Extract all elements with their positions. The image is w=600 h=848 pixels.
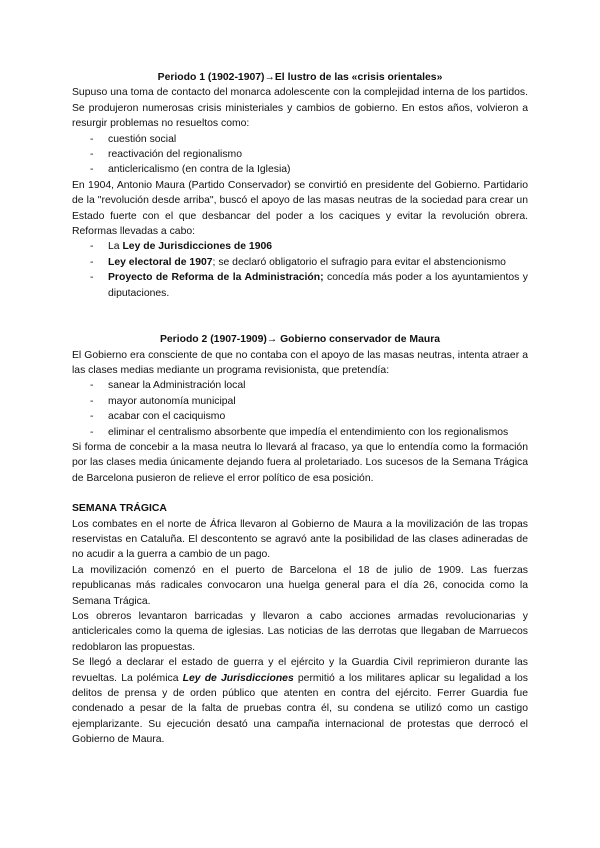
period2-intro: El Gobierno era consciente de que no contaba con el apoyo de las masas neutras, intenta atraer a las clases medias mediante un programa revisionista, que pretendía: (72, 349, 528, 376)
list-item-text: anticlericalismo (en contra de la Iglesia) (108, 164, 291, 176)
list-item-text: reactivación del regionalismo (108, 149, 242, 161)
period2-title: Periodo 2 (1907-1909)→ Gobierno conservador de Maura (159, 334, 441, 346)
bullet-dash: - (90, 256, 94, 268)
reform2-text: ; se declaró obligatorio el sufragio para evitar el abstencionismo (212, 256, 506, 268)
section-spacer (72, 301, 528, 332)
list-item-text: acabar con el caciquismo (108, 411, 226, 423)
semana-tragica-title: SEMANA TRÁGICA (72, 503, 167, 515)
period2-conclusion: Si forma de concebir a la masa neutra lo llevará al fracaso, ya que lo entendía como la formación por las clases media únicamente dejando fuera al proletariado. Los sucesos de la Semana Trágica de Barcelona pusieron de relieve el error político de esa posición. (72, 441, 528, 484)
reform1-name: Ley de Jurisdicciones de 1906 (122, 241, 273, 253)
document-page (72, 70, 528, 748)
list-item (72, 378, 528, 393)
reform3-name: Proyecto de Reforma de la Administración; (108, 272, 324, 284)
bullet-dash: - (90, 380, 94, 392)
reform3-text: concedía más poder a los ayuntamientos y diputaciones. (108, 272, 528, 299)
bullet-dash: - (90, 149, 94, 161)
ley-jurisdicciones-term: Ley de Jurisdicciones (182, 672, 294, 684)
bullet-dash: - (90, 395, 94, 407)
bullet-dash: - (90, 411, 94, 423)
semana-paragraph-2: La movilización comenzó en el puerto de Barcelona el 18 de julio de 1909. Las fuerzas republicanas más radicales convocaron una huelga general para el día 26, conocida como la Semana Trágica. (72, 564, 528, 607)
reform1-prefix: La (108, 241, 123, 253)
period1-intro: Supuso una toma de contacto del monarca adolescente con la complejidad interna de los partidos. Se produjeron numerosas crisis ministeriales y cambios de gobierno. En estos años, volvieron a resurgir problemas no resueltos como: (72, 87, 528, 130)
list-item-text: eliminar el centralismo absorbente que impedía el entendimiento con los regionalismos (108, 426, 509, 438)
list-item (72, 255, 528, 270)
list-item (72, 270, 528, 301)
reforms-list (72, 239, 528, 301)
period2-aims-list (72, 378, 528, 440)
semana-paragraph-1: Los combates en el norte de África llevaron al Gobierno de Maura a la movilización de las tropas reservistas en Cataluña. El descontento se agravó ante la posibilidad de las clases adineradas de no acudir a la guerra a cambio de un pago. (72, 518, 528, 561)
list-item-text: sanear la Administración local (108, 380, 246, 392)
bullet-dash: - (90, 272, 94, 284)
list-item (72, 162, 528, 177)
bullet-dash: - (90, 241, 94, 253)
list-item (72, 409, 528, 424)
bullet-dash: - (90, 426, 94, 438)
list-item (72, 132, 528, 147)
p4-prefix: Se llegó a declarar el estado de guerra y el ejército y la Guardia Civil reprimieron durante las revueltas. La polémica (72, 657, 528, 684)
list-item (72, 425, 528, 440)
list-item (72, 147, 528, 162)
bullet-dash: - (90, 133, 94, 145)
p4-rest: permitió a los militares aplicar su legalidad a los delitos de prensa y de orden público que atenten en contra del ejército. Ferrer Guardia fue condenado a pesar de la falta de pruebas contra él, su condena se utilizó como un castigo ejemplarizante. Su ejecución desató una campaña internacional de protestas que derrocó el Gobierno de Maura. (72, 672, 528, 746)
list-item (72, 239, 528, 254)
section-spacer (72, 486, 528, 501)
bullet-dash: - (90, 164, 94, 176)
maura-paragraph: En 1904, Antonio Maura (Partido Conservador) se convirtió en presidente del Gobierno. Partidario de la "revolución desde arriba", buscó el apoyo de las masas neutras de la sociedad para crear un Estado fuerte con el que desbancar del poder a los caciques y evitar la revolución obrera. Reformas llevadas a cabo: (72, 179, 528, 238)
semana-paragraph-3: Los obreros levantaron barricadas y llevaron a cabo acciones armadas revolucionarias y anticlericales como la quema de iglesias. Las noticias de las derrotas que llegaban de Marruecos redoblaron las propuestas. (72, 611, 528, 653)
list-item (72, 394, 528, 409)
reform2-name: Ley electoral de 1907 (108, 256, 213, 268)
period1-title: Periodo 1 (1902-1907)→El lustro de las «crisis orientales» (157, 72, 443, 83)
list-item-text: cuestión social (108, 133, 177, 145)
period1-problems-list (72, 132, 528, 178)
semana-paragraph-4 (72, 655, 528, 747)
list-item-text: mayor autonomía municipal (108, 395, 236, 407)
